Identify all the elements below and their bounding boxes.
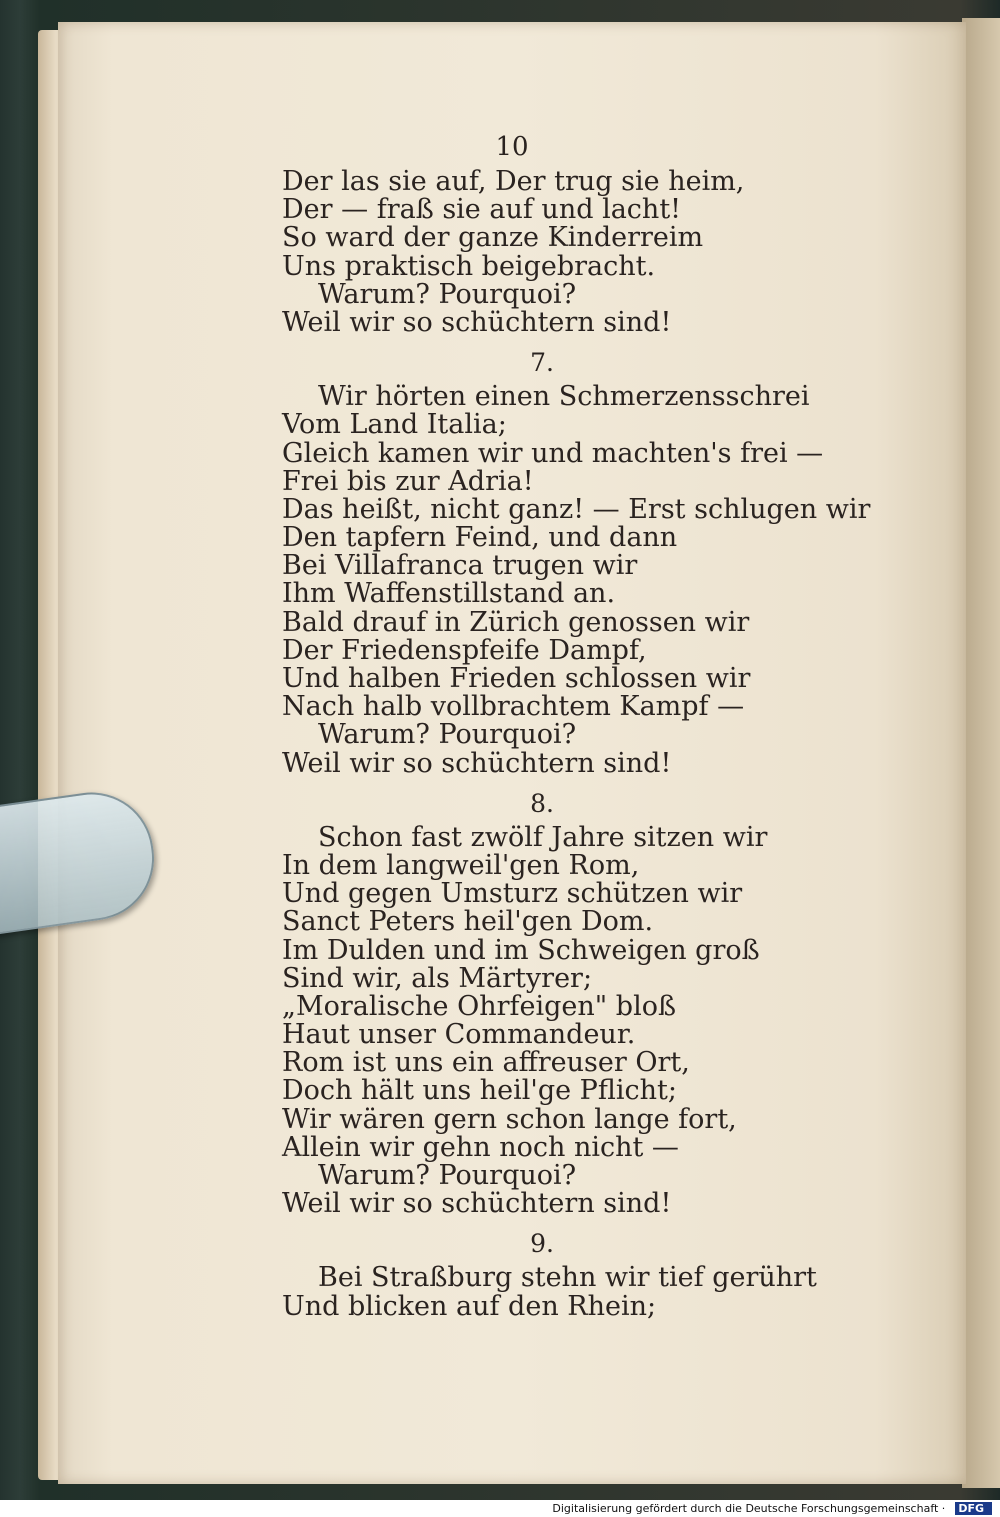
poem-line: Vom Land Italia; — [282, 409, 507, 441]
poem-line: Im Dulden und im Schweigen groß — [282, 934, 760, 966]
poem-line: Sanct Peters heil'gen Dom. — [282, 906, 654, 938]
poem-line: Haut unser Commandeur. — [282, 1019, 636, 1051]
digitization-footer — [0, 1500, 1000, 1517]
poem-line: „Moralische Ohrfeigen" bloß — [282, 990, 676, 1022]
refrain-line: Warum? Pourquoi? — [318, 719, 577, 751]
poem-line: Der — fraß sie auf und lacht! — [282, 194, 682, 226]
refrain-line: Warum? Pourquoi? — [318, 278, 577, 310]
poem-line: Ihm Waffenstillstand an. — [282, 578, 616, 610]
poem-line: Schon fast zwölf Jahre sitzen wir — [318, 821, 768, 853]
poem-line: In dem langweil'gen Rom, — [282, 849, 640, 881]
poem-line: Das heißt, nicht ganz! — Erst schlugen wir — [282, 493, 871, 525]
stanza-number: 9. — [530, 1229, 554, 1259]
poem-line: Uns praktisch beigebracht. — [282, 250, 656, 282]
refrain-line: Warum? Pourquoi? — [318, 1160, 577, 1191]
dfg-logo: DFG — [955, 1502, 992, 1515]
poem-line: Bei Villafranca trugen wir — [282, 550, 638, 582]
stanza-number: 7. — [530, 348, 554, 378]
footer-text: Digitalisierung gefördert durch die Deutsche Forschungsgemeinschaft · — [552, 1502, 946, 1515]
poem-line: Und gegen Umsturz schützen wir — [282, 878, 743, 910]
poem-line: Wir hörten einen Schmerzensschrei — [318, 381, 810, 413]
poem-line: So ward der ganze Kinderreim — [282, 222, 704, 254]
poem-line: Und halben Frieden schlossen wir — [282, 663, 751, 694]
poem-line: Gleich kamen wir und machten's frei — — [282, 437, 824, 469]
page-number: 10 — [495, 132, 529, 162]
stanza-number: 8. — [530, 788, 554, 818]
poem-line: Nach halb vollbrachtem Kampf — — [282, 691, 745, 723]
poem-line: Bei Straßburg stehn wir tief gerührt — [318, 1262, 817, 1294]
poem-line: Doch hält uns heil'ge Pflicht; — [282, 1075, 677, 1107]
poem-line: Bald drauf in Zürich genossen wir — [282, 606, 750, 638]
refrain-line: Weil wir so schüchtern sind! — [282, 1188, 672, 1220]
facing-page-edge — [962, 18, 1000, 1488]
poem-line: Der las sie auf, Der trug sie heim, — [282, 166, 745, 197]
poem-line: Allein wir gehn noch nicht — — [282, 1131, 679, 1163]
poem-line: Sind wir, als Märtyrer; — [282, 962, 593, 994]
poem-line: Und blicken auf den Rhein; — [282, 1290, 657, 1322]
poem-line: Der Friedenspfeife Dampf, — [282, 634, 647, 666]
poem-line: Rom ist uns ein affreuser Ort, — [282, 1047, 690, 1079]
poem-line: Frei bis zur Adria! — [282, 465, 534, 497]
poem-line: Den tapfern Feind, und dann — [282, 522, 678, 554]
poem-line: Wir wären gern schon lange fort, — [282, 1103, 737, 1135]
poem-text — [282, 166, 871, 1322]
refrain-line: Weil wir so schüchtern sind! — [282, 306, 672, 338]
refrain-line: Weil wir so schüchtern sind! — [282, 747, 672, 779]
